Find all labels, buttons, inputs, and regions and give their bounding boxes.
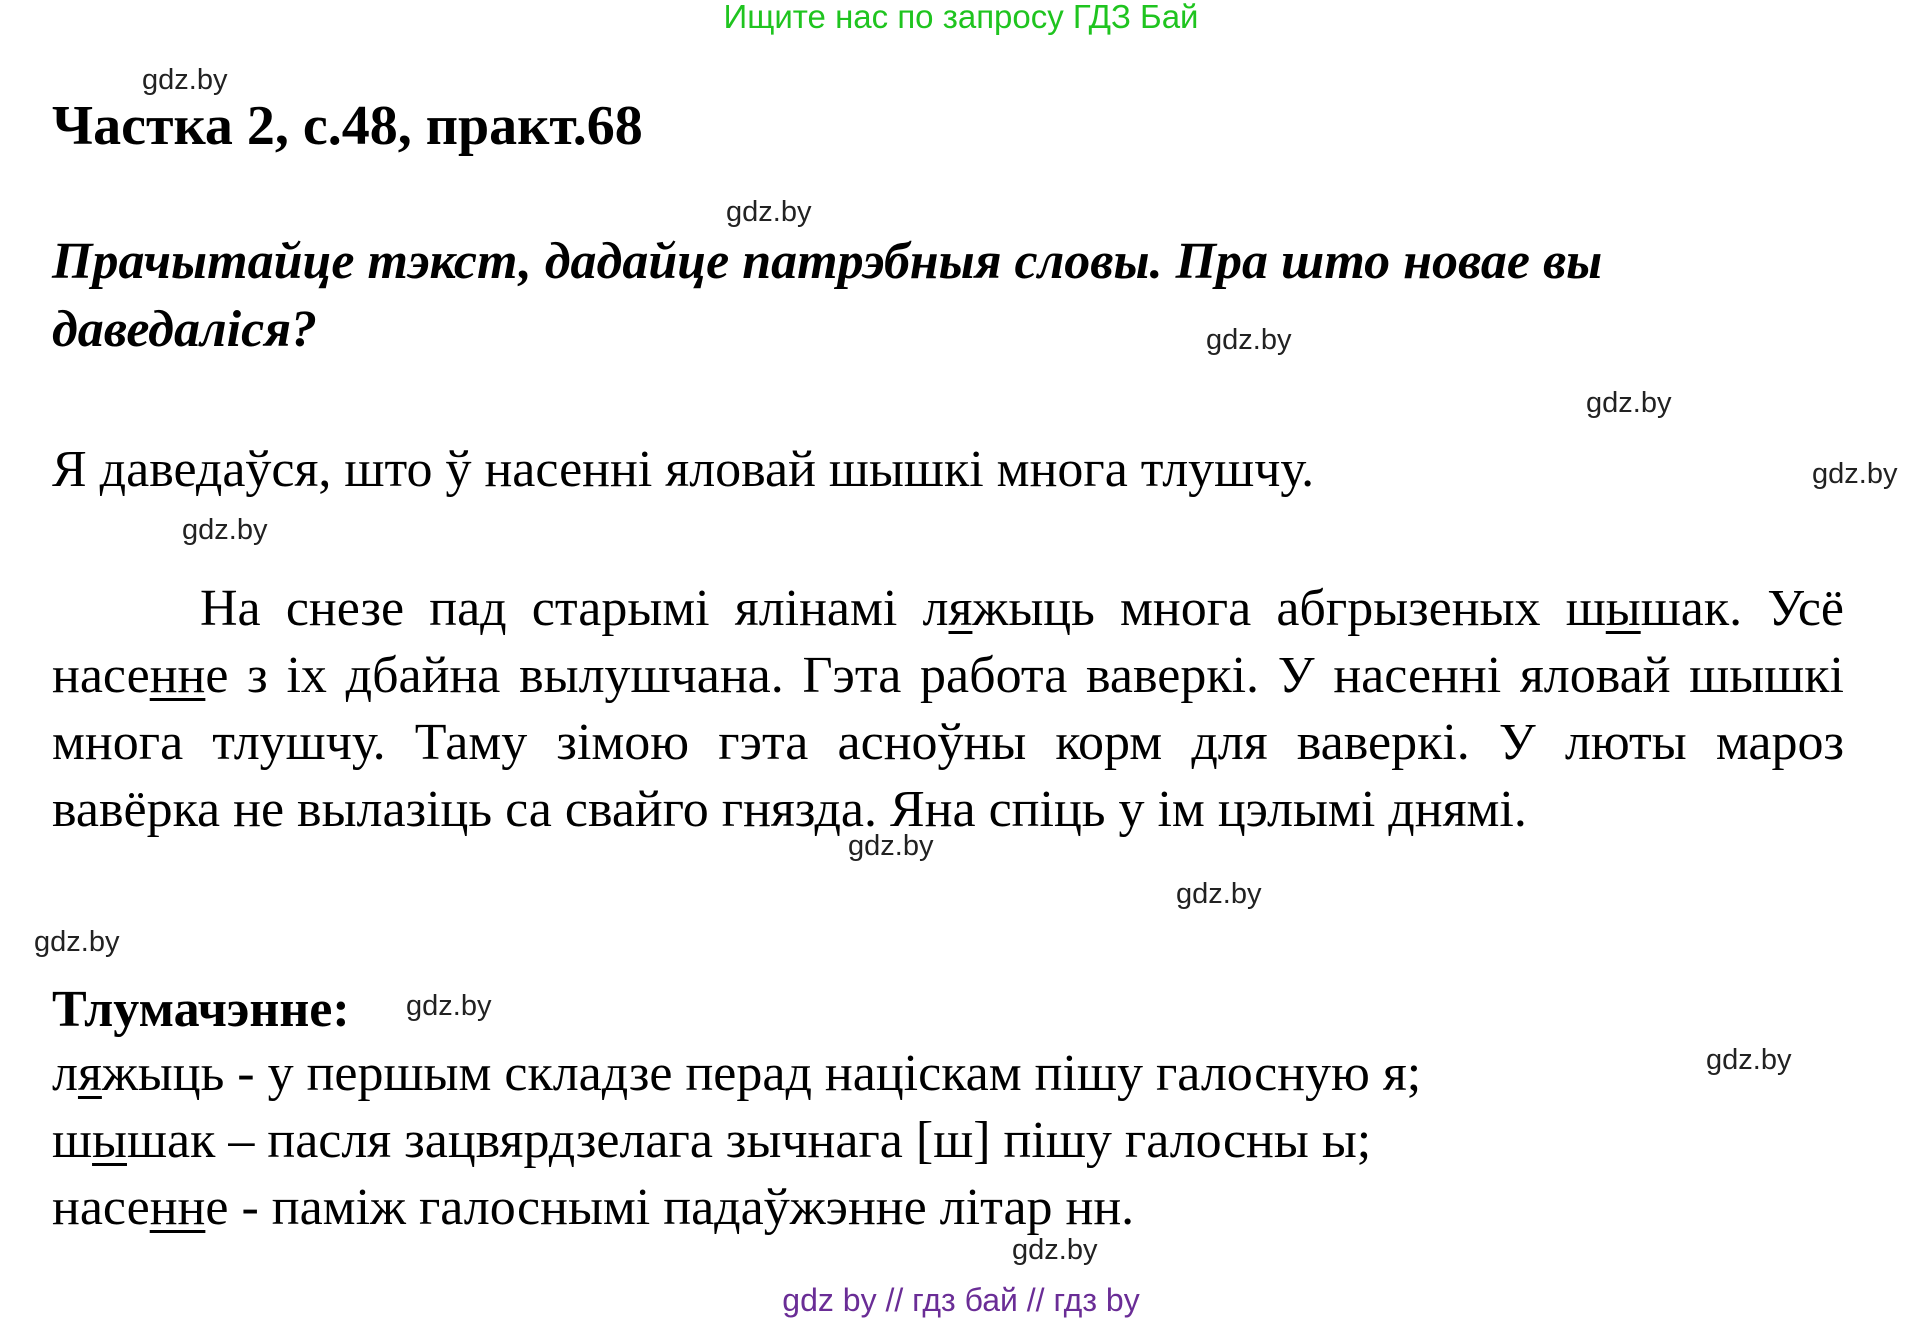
watermark: gdz.by bbox=[848, 830, 934, 862]
underlined-letter: я bbox=[948, 580, 973, 637]
watermark: gdz.by bbox=[1706, 1044, 1792, 1076]
text-fragment: насе bbox=[52, 1179, 150, 1236]
watermark: gdz.by bbox=[1012, 1234, 1098, 1266]
explanation-list bbox=[52, 1040, 1421, 1241]
text-fragment: жыць - у першым складзе перад націскам пішу галосную я; bbox=[101, 1045, 1422, 1102]
text-fragment: На снезе пад старымі ялінамі л bbox=[200, 580, 949, 637]
underlined-letter: ы bbox=[92, 1112, 127, 1169]
explanation-item bbox=[52, 1107, 1421, 1174]
text-paragraph bbox=[52, 575, 1844, 843]
watermark: gdz.by bbox=[182, 514, 268, 546]
text-fragment: Усё насе bbox=[52, 580, 1845, 704]
text-fragment: е з іх дбайна вылушчана. Гэта работа ваверкі. У насенні яловай шышкі многа тлушчу. Таму зімою гэта асноўны корм для ваверкі. У люты мароз вавёрка не вылазіць са свайго гнязда. Яна спіць у ім цэлымі днямі. bbox=[52, 647, 1844, 838]
watermark: gdz.by bbox=[1586, 387, 1672, 419]
text-fragment: л bbox=[52, 1045, 78, 1102]
completed-text bbox=[52, 575, 1844, 843]
watermark: gdz.by bbox=[1206, 324, 1292, 356]
text-fragment: е - паміж галоснымі падаўжэнне літар нн. bbox=[205, 1179, 1135, 1236]
watermark: gdz.by bbox=[406, 990, 492, 1022]
answer-sentence: Я даведаўся, што ў насенні яловай шышкі многа тлушчу. bbox=[52, 441, 1315, 498]
underlined-letter: ы bbox=[1605, 580, 1641, 637]
search-banner: Ищите нас по запросу ГДЗ Бай bbox=[723, 0, 1199, 35]
text-fragment: ш bbox=[52, 1112, 93, 1169]
watermark: gdz.by bbox=[142, 64, 228, 96]
watermark: gdz.by bbox=[34, 926, 120, 958]
text-fragment: жыць многа абгрызеных ш bbox=[972, 580, 1606, 637]
underlined-letters: нн bbox=[149, 647, 206, 704]
task-instruction: Прачытайце тэкст, дадайце патрэбныя словы. Пра што новае вы даведаліся? bbox=[52, 233, 1603, 358]
watermark: gdz.by bbox=[726, 196, 812, 228]
explanation-item bbox=[52, 1040, 1421, 1107]
underlined-letters: нн bbox=[149, 1179, 206, 1236]
watermark: gdz.by bbox=[1176, 878, 1262, 910]
text-fragment: шак – пасля зацвярдзелага зычнага [ш] пішу галосны ы; bbox=[126, 1112, 1372, 1169]
footer-links: gdz by // гдз бай // гдз by bbox=[782, 1282, 1140, 1318]
watermark: gdz.by bbox=[1812, 458, 1898, 490]
underlined-letter: я bbox=[77, 1045, 102, 1102]
page-title: Частка 2, с.48, практ.68 bbox=[52, 95, 643, 157]
text-fragment: шак. bbox=[1640, 580, 1743, 637]
explanation-heading: Тлумачэнне: bbox=[52, 981, 350, 1038]
explanation-item bbox=[52, 1174, 1421, 1241]
